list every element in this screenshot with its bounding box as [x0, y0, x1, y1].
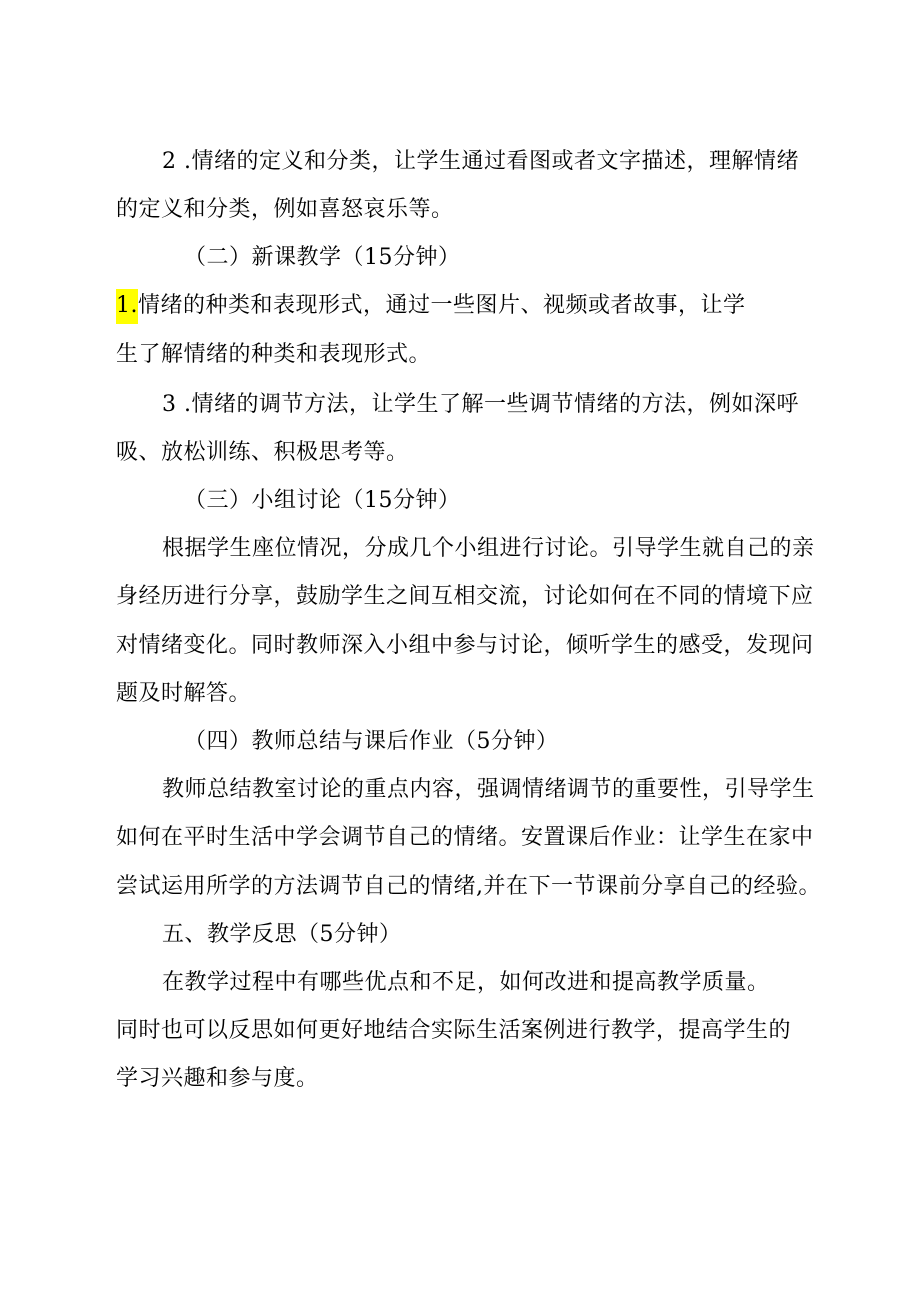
- section-heading: （三）小组讨论（15分钟）: [184, 488, 461, 513]
- paragraph-line: 根据学生座位情况，分成几个小组进行讨论。引导学生就自己的亲: [162, 536, 815, 561]
- paragraph-line: 生了解情绪的种类和表现形式。: [116, 342, 432, 367]
- paragraph-line: 在教学过程中有哪些优点和不足，如何改进和提高教学质量。: [162, 970, 770, 995]
- paragraph-line: 的定义和分类，例如喜怒哀乐等。: [116, 197, 454, 222]
- paragraph-line: 吸、放松训练、积极思考等。: [116, 440, 409, 465]
- paragraph-line: 同时也可以反思如何更好地结合实际生活案例进行教学，提高学生的: [116, 1018, 792, 1043]
- paragraph-line: 2 .情绪的定义和分类，让学生通过看图或者文字描述，理解情绪: [162, 149, 799, 174]
- paragraph-line: 对情绪变化。同时教师深入小组中参与讨论，倾听学生的感受，发现问: [116, 633, 814, 658]
- section-heading: （二）新课教学（15分钟）: [184, 245, 461, 270]
- paragraph-line: 身经历进行分享，鼓励学生之间互相交流，讨论如何在不同的情境下应: [116, 584, 814, 609]
- paragraph-line: 学习兴趣和参与度。: [116, 1066, 319, 1091]
- section-heading: （四）教师总结与课后作业（5分钟）: [184, 729, 559, 754]
- paragraph-line: 教师总结教室讨论的重点内容，强调情绪调节的重要性，引导学生: [162, 777, 815, 802]
- paragraph-line-text: 情绪的种类和表现形式，通过一些图片、视频或者故事，让学: [138, 293, 746, 318]
- paragraph-line: 题及时解答。: [116, 681, 252, 706]
- paragraph-line: 如何在平时生活中学会调节自己的情绪。安置课后作业：让学生在家中: [116, 825, 814, 850]
- paragraph-line: [116, 291, 746, 321]
- highlighted-list-marker: 1.: [116, 289, 138, 324]
- section-heading: 五、教学反思（5分钟）: [162, 922, 402, 947]
- paragraph-line: 3 .情绪的调节方法，让学生了解一些调节情绪的方法，例如深呼: [162, 392, 799, 417]
- paragraph-line: 尝试运用所学的方法调节自己的情绪,并在下一节课前分享自己的经验。: [116, 874, 821, 899]
